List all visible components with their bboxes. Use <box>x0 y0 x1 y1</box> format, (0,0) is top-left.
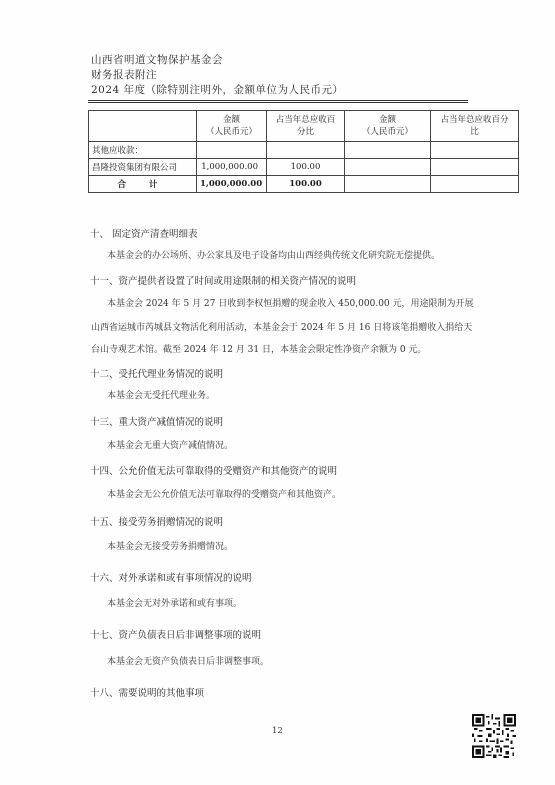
header-rule-bottom <box>88 102 468 103</box>
page-number: 12 <box>272 726 283 736</box>
receivables-table <box>88 110 519 193</box>
section-16-title: 十六、对外承诺和或有事项情况的说明 <box>90 573 252 584</box>
section-18-title: 十八、需要说明的其他事项 <box>90 688 205 699</box>
row-label: 其他应收款： <box>89 142 197 159</box>
section-14-title: 十四、公允价值无法可靠取得的受赠资产和其他资产的说明 <box>90 466 338 477</box>
percent-cell <box>431 159 519 176</box>
section-15-body: 本基金会无接受劳务捐赠情况。 <box>107 542 234 552</box>
row-label: 合 计 <box>89 176 197 193</box>
reporting-period: 2024 年度（除特别注明外，金额单位为人民币元） <box>91 84 344 96</box>
amount-cell: 1,000,000.00 <box>197 176 267 193</box>
table-header-cell <box>89 111 197 142</box>
section-13-title: 十三、重大资产减值情况的说明 <box>90 417 224 428</box>
section-11-body-line1: 本基金会 2024 年 5 月 27 日收到李权恒捐赠的现金收入 450,000.00 元，用途限制为开展 <box>107 299 474 309</box>
percent-cell <box>267 142 345 159</box>
percent-cell: 100.00 <box>267 159 345 176</box>
section-10-body: 本基金会的办公场所、办公家具及电子设备均由山西经典传统文化研究院无偿提供。 <box>107 251 441 261</box>
section-17-title: 十七、资产负债表日后非调整事项的说明 <box>90 630 262 641</box>
org-name: 山西省明道文物保护基金会 <box>91 54 223 66</box>
section-11-title: 十一、资产提供者设置了时间或用途限制的相关资产情况的说明 <box>90 276 357 287</box>
amount-cell: 1,000,000.00 <box>197 159 267 176</box>
percent-cell <box>431 176 519 193</box>
table-row <box>89 159 519 176</box>
amount-cell <box>197 142 267 159</box>
row-label: 昌隆投资集团有限公司 <box>89 159 197 176</box>
section-11-body-line2: 山西省运城市芮城县文物活化利用活动，本基金会于 2024 年 5 月 16 日将该笔捐赠收入捐给天 <box>91 323 473 333</box>
table-header-cell: 占当年总应收百 分比 <box>267 111 345 142</box>
table-header-cell: 金额 （人民币元） <box>345 111 431 142</box>
section-16-body: 本基金会无对外承诺和或有事项。 <box>107 599 243 609</box>
percent-cell: 100.00 <box>267 176 345 193</box>
section-12-title: 十二、受托代理业务情况的说明 <box>90 369 224 380</box>
percent-cell <box>431 142 519 159</box>
section-13-body: 本基金会无重大资产减值情况。 <box>107 441 234 451</box>
section-12-body: 本基金会无受托代理业务。 <box>107 391 216 401</box>
section-14-body: 本基金会无公允价值无法可靠取得的受赠资产和其他资产。 <box>107 490 342 500</box>
section-10-title: 十、 固定资产清查明细表 <box>90 229 198 240</box>
table-header-cell: 占当年总应收百分 比 <box>431 111 519 142</box>
table-row <box>89 142 519 159</box>
amount-cell <box>345 142 431 159</box>
document-title: 财务报表附注 <box>91 69 157 81</box>
table-total-row <box>89 176 519 193</box>
section-17-body: 本基金会无资产负债表日后非调整事项。 <box>107 657 270 667</box>
header-rule-top <box>88 100 468 101</box>
section-15-title: 十五、接受劳务捐赠情况的说明 <box>90 517 224 528</box>
amount-cell <box>345 159 431 176</box>
qr-code-icon <box>472 714 516 758</box>
section-11-body-line3: 台山寺观艺术馆。截至 2024 年 12 月 31 日，本基金会限定性净资产余额为 0 元。 <box>91 345 427 355</box>
table-header-row <box>89 111 519 142</box>
amount-cell <box>345 176 431 193</box>
table-header-cell: 金额 （人民币元） <box>197 111 267 142</box>
